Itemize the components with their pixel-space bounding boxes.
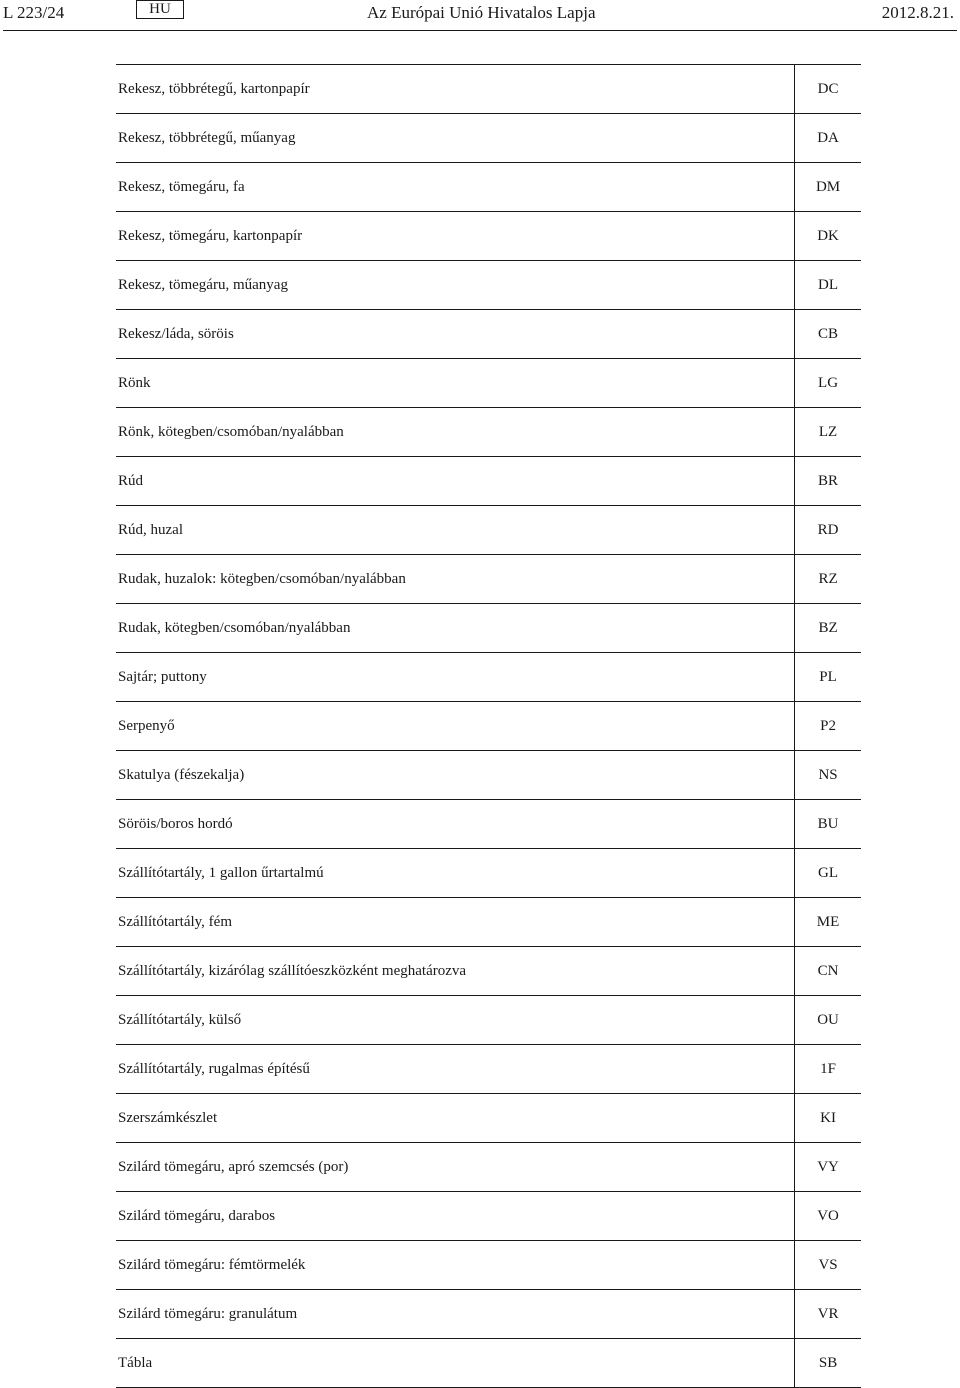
row-description: Szerszámkészlet xyxy=(116,1094,795,1143)
journal-title: Az Európai Unió Hivatalos Lapja xyxy=(367,3,596,22)
table-row xyxy=(116,604,861,653)
row-code: CN xyxy=(795,947,861,996)
header-rule xyxy=(3,30,957,31)
table-row xyxy=(116,212,861,261)
table-row xyxy=(116,506,861,555)
row-description: Rudak, huzalok: kötegben/csomóban/nyalábban xyxy=(116,555,795,604)
row-code: 1F xyxy=(795,1045,861,1094)
row-code: VO xyxy=(795,1192,861,1241)
row-code: ME xyxy=(795,898,861,947)
row-description: Rekesz, tömegáru, műanyag xyxy=(116,261,795,310)
table-row xyxy=(116,163,861,212)
row-code: P2 xyxy=(795,702,861,751)
row-description: Rönk, kötegben/csomóban/nyalábban xyxy=(116,408,795,457)
table-row xyxy=(116,1094,861,1143)
row-code: DM xyxy=(795,163,861,212)
row-code: PL xyxy=(795,653,861,702)
row-code: BU xyxy=(795,800,861,849)
row-code: NS xyxy=(795,751,861,800)
table-row xyxy=(116,1339,861,1388)
row-code: VS xyxy=(795,1241,861,1290)
row-description: Rekesz, tömegáru, kartonpapír xyxy=(116,212,795,261)
row-code: DA xyxy=(795,114,861,163)
row-description: Sajtár; puttony xyxy=(116,653,795,702)
row-code: CB xyxy=(795,310,861,359)
row-code: VY xyxy=(795,1143,861,1192)
table-row xyxy=(116,555,861,604)
row-code: KI xyxy=(795,1094,861,1143)
row-description: Szilárd tömegáru: granulátum xyxy=(116,1290,795,1339)
table-row xyxy=(116,947,861,996)
row-code: RZ xyxy=(795,555,861,604)
table-row xyxy=(116,1192,861,1241)
row-description: Rúd, huzal xyxy=(116,506,795,555)
row-description: Szilárd tömegáru: fémtörmelék xyxy=(116,1241,795,1290)
row-description: Szilárd tömegáru, darabos xyxy=(116,1192,795,1241)
row-code: DK xyxy=(795,212,861,261)
table-row xyxy=(116,898,861,947)
table-row xyxy=(116,359,861,408)
row-description: Rekesz, tömegáru, fa xyxy=(116,163,795,212)
row-code: BZ xyxy=(795,604,861,653)
table-row xyxy=(116,457,861,506)
row-description: Rúd xyxy=(116,457,795,506)
table-row xyxy=(116,751,861,800)
table-row xyxy=(116,114,861,163)
row-description: Rekesz/láda, söröis xyxy=(116,310,795,359)
table-row xyxy=(116,702,861,751)
row-description: Rudak, kötegben/csomóban/nyalábban xyxy=(116,604,795,653)
row-description: Szállítótartály, fém xyxy=(116,898,795,947)
package-code-table xyxy=(116,64,861,1388)
row-code: DL xyxy=(795,261,861,310)
row-description: Szállítótartály, 1 gallon űrtartalmú xyxy=(116,849,795,898)
table-row xyxy=(116,65,861,114)
row-description: Söröis/boros hordó xyxy=(116,800,795,849)
table-row xyxy=(116,408,861,457)
row-code: GL xyxy=(795,849,861,898)
table-row xyxy=(116,1290,861,1339)
row-description: Szilárd tömegáru, apró szemcsés (por) xyxy=(116,1143,795,1192)
table-row xyxy=(116,800,861,849)
page-header xyxy=(0,0,960,31)
row-code: DC xyxy=(795,65,861,114)
table-row xyxy=(116,1045,861,1094)
row-description: Skatulya (fészekalja) xyxy=(116,751,795,800)
row-description: Szállítótartály, rugalmas építésű xyxy=(116,1045,795,1094)
row-description: Szállítótartály, kizárólag szállítóeszközként meghatározva xyxy=(116,947,795,996)
row-description: Rekesz, többrétegű, kartonpapír xyxy=(116,65,795,114)
table-row xyxy=(116,310,861,359)
table-body xyxy=(116,65,861,1388)
row-code: BR xyxy=(795,457,861,506)
row-code: VR xyxy=(795,1290,861,1339)
row-code: OU xyxy=(795,996,861,1045)
table-row xyxy=(116,996,861,1045)
table-row xyxy=(116,261,861,310)
publication-date: 2012.8.21. xyxy=(881,3,954,22)
row-code: RD xyxy=(795,506,861,555)
table-row xyxy=(116,653,861,702)
language-badge: HU xyxy=(136,0,184,19)
table-row xyxy=(116,1241,861,1290)
row-code: SB xyxy=(795,1339,861,1388)
row-description: Tábla xyxy=(116,1339,795,1388)
table-row xyxy=(116,849,861,898)
row-code: LG xyxy=(795,359,861,408)
row-description: Rekesz, többrétegű, műanyag xyxy=(116,114,795,163)
row-code: LZ xyxy=(795,408,861,457)
row-description: Serpenyő xyxy=(116,702,795,751)
page-series-number: L 223/24 xyxy=(3,3,65,22)
table-row xyxy=(116,1143,861,1192)
row-description: Rönk xyxy=(116,359,795,408)
row-description: Szállítótartály, külső xyxy=(116,996,795,1045)
